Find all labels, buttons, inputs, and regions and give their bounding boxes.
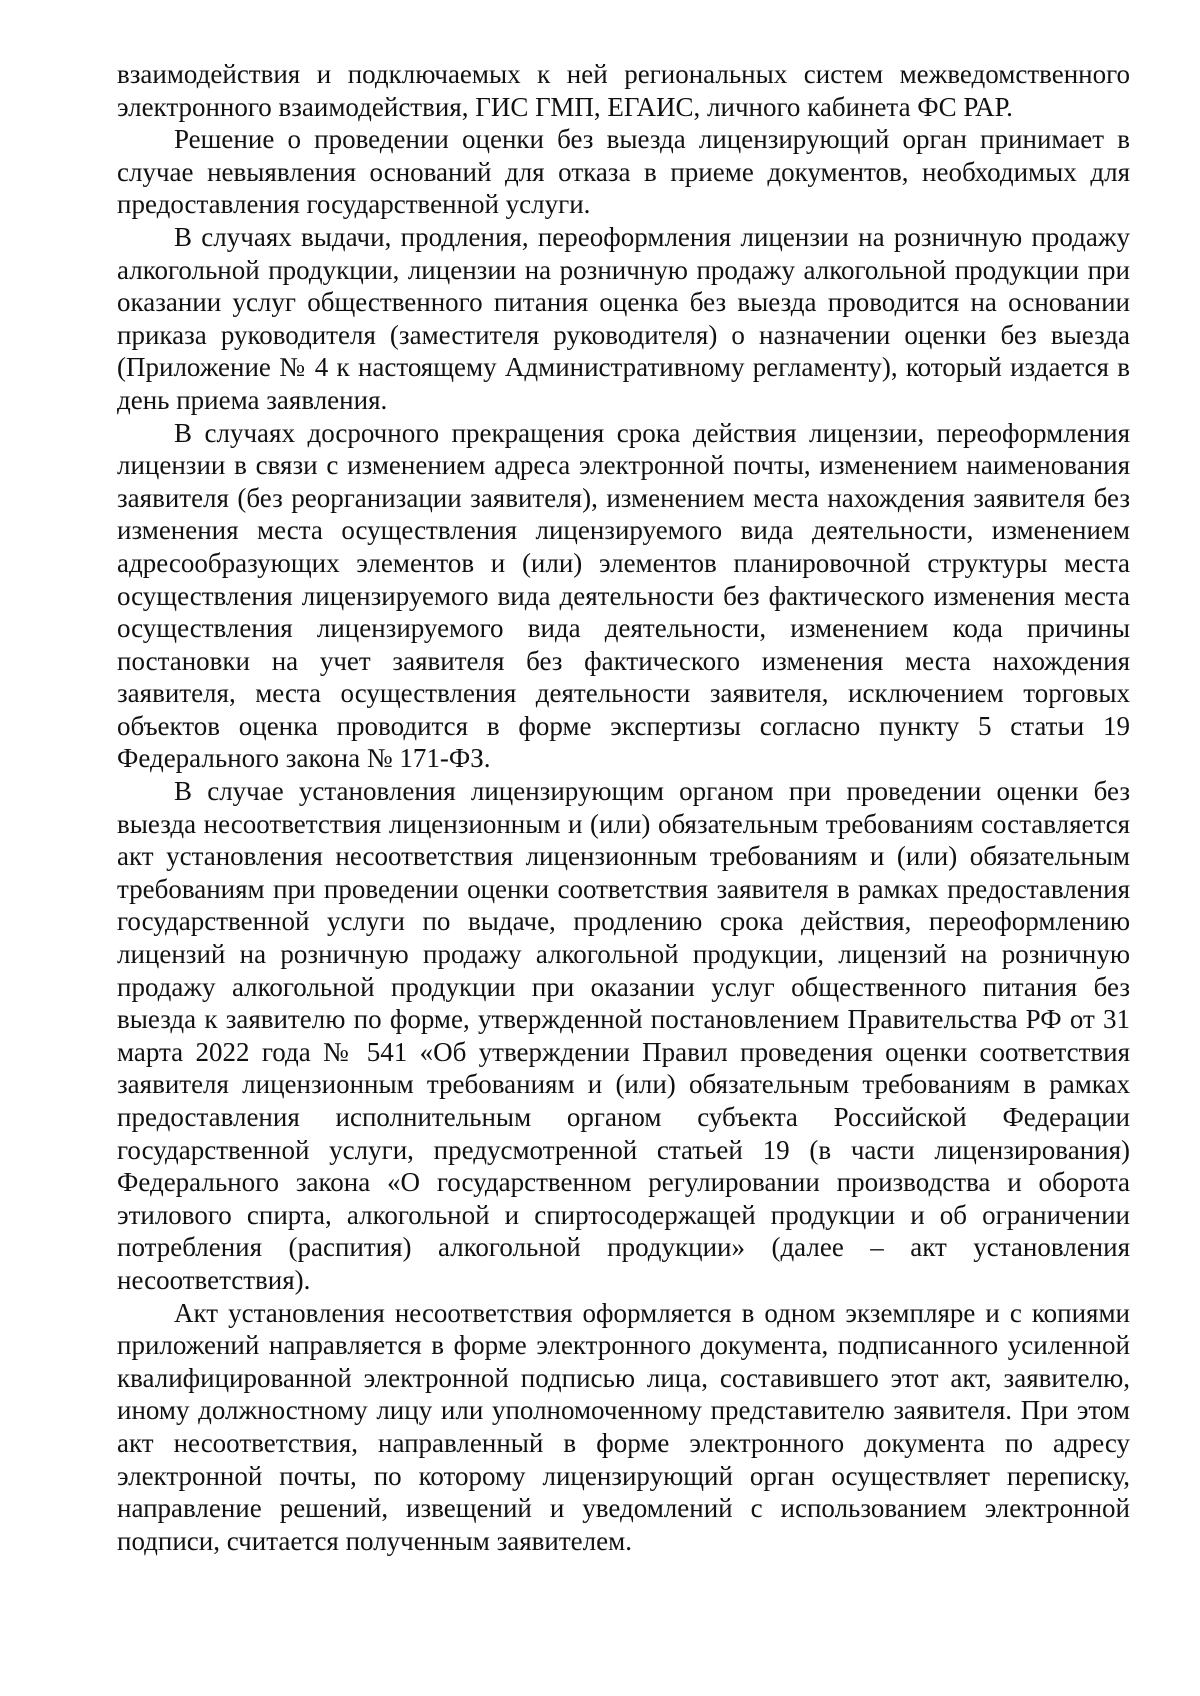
paragraph-continuation: взаимодействия и подключаемых к ней региональных систем межведомственного электронного взаимодействия, ГИС ГМП, ЕГАИС, личного кабинета ФС РАР.	[117, 59, 1130, 122]
paragraph-nonconformity-act: В случае установления лицензирующим органом при проведении оценки без выезда несоответствия лицензионным и (или) обязательным требованиям составляется акт установления несоответствия лицензионным требованиям и (или) обязательным требованиям при проведении оценки соответствия заявителя в рамках предоставления государственной услуги по выдаче, продлению срока действия, переоформлению лицензий на розничную продажу алкогольной продукции, лицензий на розничную продажу алкогольной продукции при оказании услуг общественного питания без выезда к заявителю по форме, утвержденной постановлением Правительства РФ от 31 марта 2022 года № 541 «Об утверждении Правил проведения оценки соответствия заявителя лицензионным требованиям и (или) обязательным требованиям в рамках предоставления исполнительным органом субъекта Российской Федерации государственной услуги, предусмотренной статьей 19 (в части лицензирования) Федерального закона «О государственном регулировании производства и оборота этилового спирта, алкогольной и спиртосодержащей продукции и об ограничении потребления (распития) алкогольной продукции» (далее – акт установления несоответствия).	[117, 776, 1130, 1295]
paragraph-early-termination: В случаях досрочного прекращения срока действия лицензии, переоформления лицензии в связи с изменением адреса электронной почты, изменением наименования заявителя (без реорганизации заявителя), изменением места нахождения заявителя без изменения места осуществления лицензируемого вида деятельности, изменением адресообразующих элементов и (или) элементов планировочной структуры места осуществления лицензируемого вида деятельности без фактического изменения места осуществления лицензируемого вида деятельности, изменением кода причины постановки на учет заявителя без фактического изменения места нахождения заявителя, места осуществления деятельности заявителя, исключением торговых объектов оценка проводится в форме экспертизы согласно пункту 5 статьи 19 Федерального закона № 171-ФЗ.	[117, 417, 1130, 774]
paragraph-act-delivery: Акт установления несоответствия оформляется в одном экземпляре и с копиями приложений направляется в форме электронного документа, подписанного усиленной квалифицированной электронной подписью лица, составившего этот акт, заявителю, иному должностному лицу или уполномоченному представителю заявителя. При этом акт несоответствия, направленный в форме электронного документа по адресу электронной почты, по которому лицензирующий орган осуществляет переписку, направление решений, извещений и уведомлений с использованием электронной подписи, считается полученным заявителем.	[117, 1297, 1130, 1556]
paragraph-decision-without-visit: Решение о проведении оценки без выезда лицензирующий орган принимает в случае невыявления оснований для отказа в приеме документов, необходимых для предоставления государственной услуги.	[117, 124, 1130, 220]
paragraph-issuance-order: В случаях выдачи, продления, переоформления лицензии на розничную продажу алкогольной продукции, лицензии на розничную продажу алкогольной продукции при оказании услуг общественного питания оценка без выезда проводится на основании приказа руководителя (заместителя руководителя) о назначении оценки без выезда (Приложение № 4 к настоящему Административному регламенту), который издается в день приема заявления.	[117, 221, 1130, 415]
document-body	[117, 58, 1130, 1557]
